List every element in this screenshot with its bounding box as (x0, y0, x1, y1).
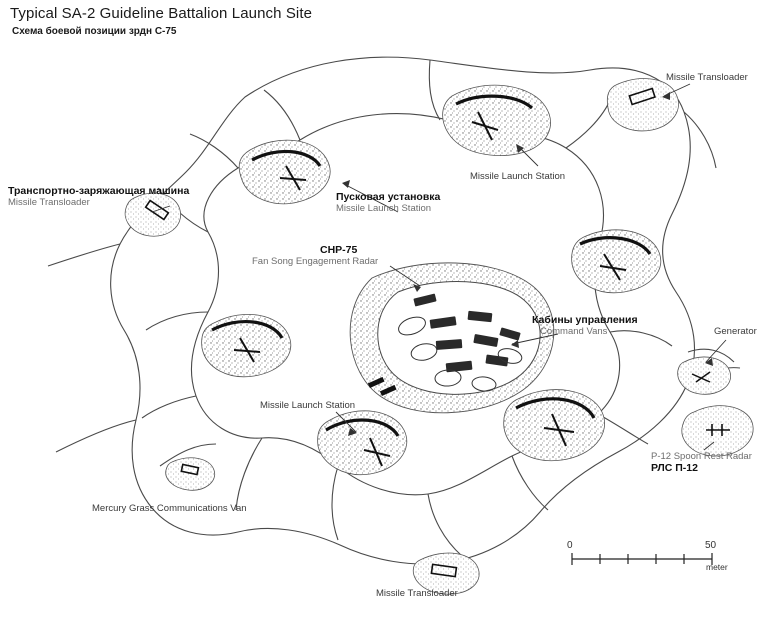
scale-unit-label: meter (706, 562, 728, 572)
page-title: Typical SA-2 Guideline Battalion Launch Site (10, 5, 313, 22)
label-fan-song-radar (252, 245, 378, 267)
label-missile-launch-station-lower-left: Missile Launch Station (260, 400, 356, 411)
page-subtitle-russian: Схема боевой позиции зрдн С-75 (12, 26, 177, 37)
label-fan-song-radar-en: Fan Song Engagement Radar (252, 255, 379, 267)
scale-bar (572, 553, 712, 565)
label-command-vans (532, 315, 638, 337)
revetment-berms (125, 79, 753, 595)
label-missile-launch-station-topright: Missile Launch Station (470, 171, 566, 182)
label-command-vans-en: Command Vans (540, 325, 608, 337)
label-missile-transloader-left (8, 186, 189, 208)
label-missile-transloader-topright: Missile Transloader (666, 72, 748, 83)
label-command-vans-ru: Кабины управления (532, 314, 638, 326)
label-launch-station-center-top-ru: Пусковая установка (336, 191, 441, 203)
label-spoon-rest-radar-en: P-12 Spoon Rest Radar (651, 451, 752, 462)
label-launch-station-center-top (336, 192, 440, 214)
label-missile-transloader-bottom: Missile Transloader (376, 588, 458, 599)
label-missile-transloader-left-en: Missile Transloader (8, 196, 90, 208)
label-spoon-rest-radar-ru: РЛС П-12 (651, 461, 698, 474)
label-missile-transloader-left-ru: Транспортно-заряжающая машина (8, 185, 190, 197)
label-launch-station-center-top-en: Missile Launch Station (336, 202, 432, 214)
label-fan-song-radar-ru: СНР-75 (320, 244, 358, 256)
label-mercury-grass-van: Mercury Grass Communications Van (92, 503, 247, 514)
label-spoon-rest-radar (651, 452, 752, 474)
scale-end-value: 50 (705, 540, 717, 551)
scale-start-value: 0 (567, 540, 573, 551)
label-generator: Generator (714, 326, 757, 337)
